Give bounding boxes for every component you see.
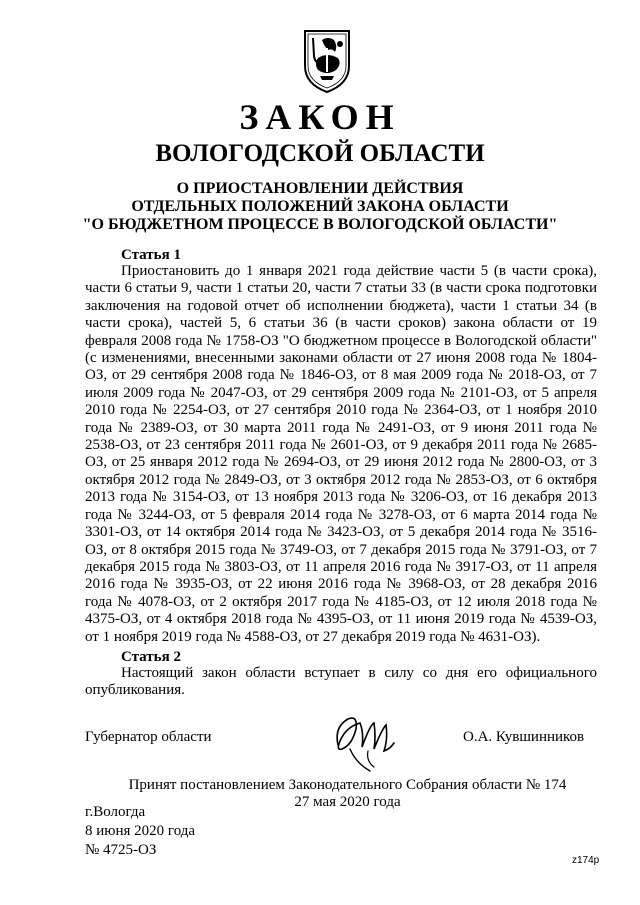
subtitle-line: ОТДЕЛЬНЫХ ПОЛОЖЕНИЙ ЗАКОНА ОБЛАСТИ — [131, 198, 509, 215]
signing-date: 8 июня 2020 года — [85, 823, 196, 839]
subtitle-line: "О БЮДЖЕТНОМ ПРОЦЕССЕ В ВОЛОГОДСКОЙ ОБЛАСТИ" — [82, 216, 558, 233]
adoption-line: Принят постановлением Законодательного Собрания области № 174 — [128, 777, 567, 793]
article-2-heading: Статья 2 — [121, 649, 181, 665]
place-and-date — [85, 803, 195, 860]
signer-name: О.А. Кувшинников — [463, 729, 585, 745]
adoption-date: 27 мая 2020 года — [294, 794, 401, 810]
article-1-heading: Статья 1 — [121, 247, 181, 263]
handwritten-signature — [330, 705, 400, 775]
law-number: № 4725-ОЗ — [85, 842, 157, 858]
signer-position: Губернатор области — [85, 729, 212, 745]
subtitle-line: О ПРИОСТАНОВЛЕНИИ ДЕЙСТВИЯ — [176, 180, 464, 197]
article-1-text: Приостановить до 1 января 2021 года действие части 5 (в части срока), части 6 статьи 9, части 1 статьи 20, части 7 статьи 33 (в части срока подготовки заключения на годовой отчет об исполнении бюджета), части 1 статьи 34 (в части срока), частей 5, 6 статьи 36 (в части сроков) закона области от 19 февраля 2008 года № 1758-ОЗ "О бюджетном процессе в Вологодской области" (с изменениями, внесенными законами области от 27 июня 2008 года № 1804-ОЗ, от 29 сентября 2008 года № 1846-ОЗ, от 8 мая 2009 года № 2018-ОЗ, от 7 июля 2009 года № 2047-ОЗ, от 29 сентября 2009 года № 2101-ОЗ, от 5 апреля 2010 года № 2254-ОЗ, от 27 сентября 2010 года № 2364-ОЗ, от 1 ноября 2010 года № 2389-ОЗ, от 30 марта 2011 года № 2491-ОЗ, от 9 июня 2011 года № 2538-ОЗ, от 23 сентября 2011 года № 2601-ОЗ, от 9 декабря 2011 года № 2685-ОЗ, от 25 января 2012 года № 2694-ОЗ, от 29 июня 2012 года № 2800-ОЗ, от 3 октября 2012 года № 2849-ОЗ, от 3 октября 2012 года № 2853-ОЗ, от 6 октября 2013 года № 3154-ОЗ, от 13 ноября 2013 года № 3206-ОЗ, от 16 декабря 2013 года № 3244-ОЗ, от 5 февраля 2014 года № 3278-ОЗ, от 6 марта 2014 года № 3301-ОЗ, от 14 октября 2014 года № 3423-ОЗ, от 5 декабря 2014 года № 3516-ОЗ, от 8 октября 2015 года № 3749-ОЗ, от 7 декабря 2015 года № 3791-ОЗ, от 7 декабря 2015 года № 3803-ОЗ, от 11 апреля 2016 года № 3917-ОЗ, от 11 апреля 2016 года № 3935-ОЗ, от 22 июня 2016 года № 3968-ОЗ, от 28 декабря 2016 года № 4078-ОЗ, от 2 октября 2017 года № 4185-ОЗ, от 12 июля 2018 года № 4375-ОЗ, от 4 октября 2018 года № 4395-ОЗ, от 11 июня 2019 года № 4539-ОЗ, от 1 ноября 2019 года № 4588-ОЗ, от 27 декабря 2019 года № 4631-ОЗ). — [85, 263, 597, 645]
region-title: ВОЛОГОДСКОЙ ОБЛАСТИ — [155, 140, 485, 167]
document-title: ЗАКОН — [239, 97, 401, 137]
article-2-text: Настоящий закон области вступает в силу со дня его официального опубликования. — [85, 665, 597, 699]
coat-of-arms-icon — [302, 28, 352, 94]
city: г.Вологда — [85, 804, 146, 820]
law-subtitle — [0, 180, 640, 234]
document-code: z174p — [572, 855, 600, 866]
